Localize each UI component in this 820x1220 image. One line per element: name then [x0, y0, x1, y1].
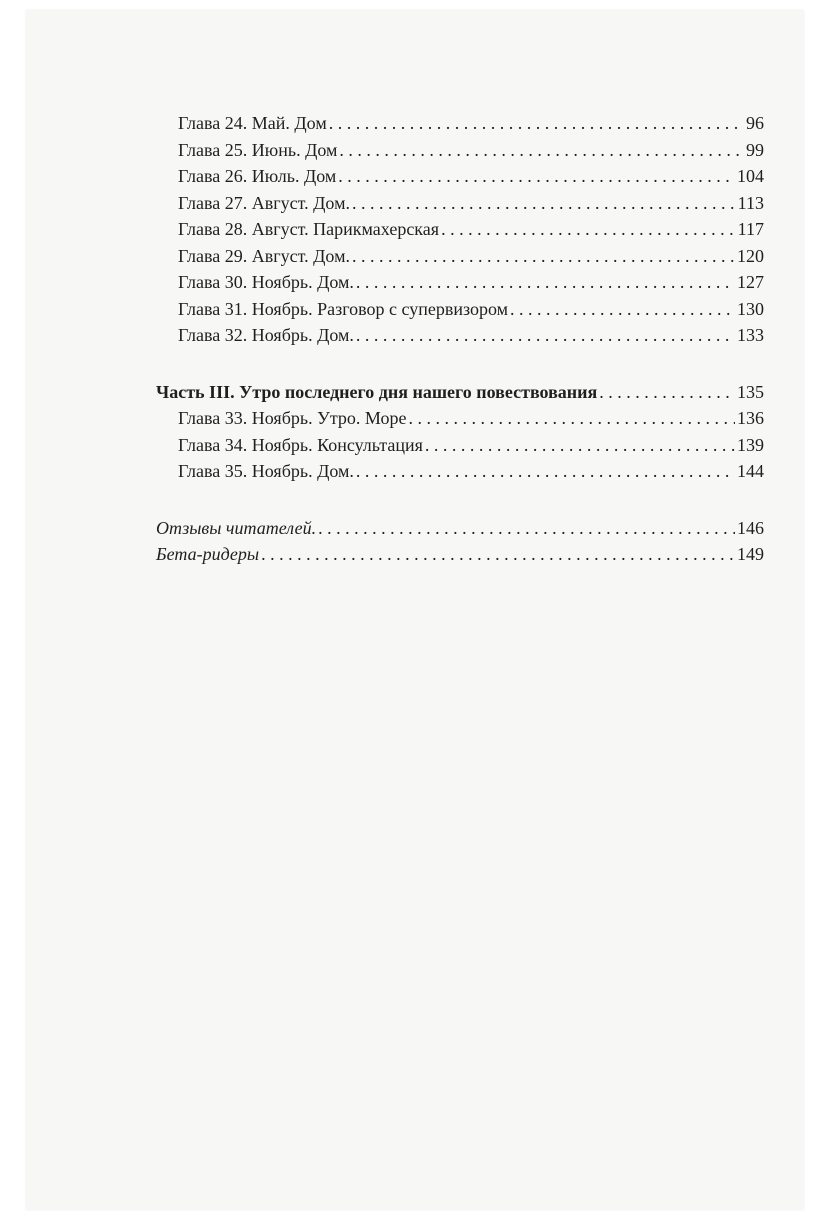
toc-part-label: Часть III. Утро последнего дня нашего повествования [156, 381, 598, 402]
toc-entry-label: Глава 28. Август. Парикмахерская [178, 219, 440, 239]
dot-leader [329, 110, 744, 137]
toc-entry-label: Глава 33. Ноябрь. Утро. Море [178, 408, 407, 428]
toc-entry-page: 99 [746, 139, 764, 160]
toc-entry-chapter-34[interactable] [156, 432, 764, 459]
toc-entry-chapter-32[interactable] [156, 322, 764, 349]
toc-entry-chapter-29[interactable] [156, 243, 764, 270]
dot-leader [356, 458, 735, 485]
toc-entry-chapter-35[interactable] [156, 458, 764, 485]
toc-entry-chapter-31[interactable] [156, 296, 764, 323]
toc-entry-page: 136 [737, 408, 764, 428]
toc-entry-label: Глава 30. Ноябрь. Дом. [178, 272, 354, 292]
toc-entry-page: 127 [737, 272, 764, 292]
toc-entry-page: 133 [737, 325, 764, 345]
dot-leader [261, 541, 735, 568]
dot-leader [356, 269, 735, 296]
toc-entry-page: 96 [746, 113, 764, 133]
toc-entry-label: Глава 35. Ноябрь. Дом. [178, 461, 354, 481]
dot-leader [425, 432, 735, 459]
dot-leader [352, 190, 736, 217]
dot-leader [338, 163, 735, 190]
toc-entry-part-3[interactable] [156, 379, 764, 406]
toc-entry-page: 104 [737, 166, 764, 186]
toc-entry-page: 120 [737, 245, 764, 266]
toc-entry-page: 149 [737, 544, 764, 564]
toc-entry-label: Глава 32. Ноябрь. Дом. [178, 325, 354, 345]
dot-leader [356, 322, 735, 349]
toc-entry-page: 117 [737, 219, 764, 239]
toc-entry-page: 113 [737, 192, 764, 213]
toc-entry-page: 139 [737, 434, 764, 455]
dot-leader [339, 137, 744, 164]
dot-leader [318, 515, 735, 542]
toc-entry-label: Глава 31. Ноябрь. Разговор с супервизором [178, 298, 509, 319]
toc-entry-chapter-28[interactable] [156, 216, 764, 243]
toc-entry-label: Отзывы читателей. [156, 517, 317, 538]
dot-leader [408, 405, 735, 432]
toc-entry-chapter-26[interactable] [156, 163, 764, 190]
toc-entry-beta-readers[interactable] [156, 541, 764, 568]
toc-entry-page: 130 [737, 298, 764, 319]
toc-entry-label: Глава 26. Июль. Дом [178, 166, 337, 186]
toc-entry-label: Бета-ридеры [156, 544, 260, 564]
toc-entry-chapter-27[interactable] [156, 190, 764, 217]
dot-leader [599, 379, 735, 406]
toc-entry-label: Глава 27. Август. Дом. [178, 192, 350, 213]
dot-leader [441, 216, 736, 243]
book-page [26, 10, 804, 1210]
toc-entry-label: Глава 34. Ноябрь. Консультация [178, 434, 423, 455]
toc-entry-chapter-33[interactable] [156, 405, 764, 432]
toc-entry-chapter-25[interactable] [156, 137, 764, 164]
toc-entry-label: Глава 29. Август. Дом. [178, 245, 350, 266]
toc-entry-chapter-24[interactable] [156, 110, 764, 137]
toc-entry-chapter-30[interactable] [156, 269, 764, 296]
toc-entry-label: Глава 24. Май. Дом [178, 113, 327, 133]
toc-entry-reader-reviews[interactable] [156, 515, 764, 542]
toc-entry-page: 146 [737, 517, 764, 538]
dot-leader [510, 296, 735, 323]
section-spacer [156, 349, 764, 379]
toc-entry-page: 135 [737, 381, 764, 402]
section-spacer [156, 485, 764, 515]
table-of-contents [156, 110, 764, 568]
dot-leader [352, 243, 735, 270]
toc-entry-label: Глава 25. Июнь. Дом [178, 139, 338, 160]
toc-entry-page: 144 [737, 461, 764, 481]
